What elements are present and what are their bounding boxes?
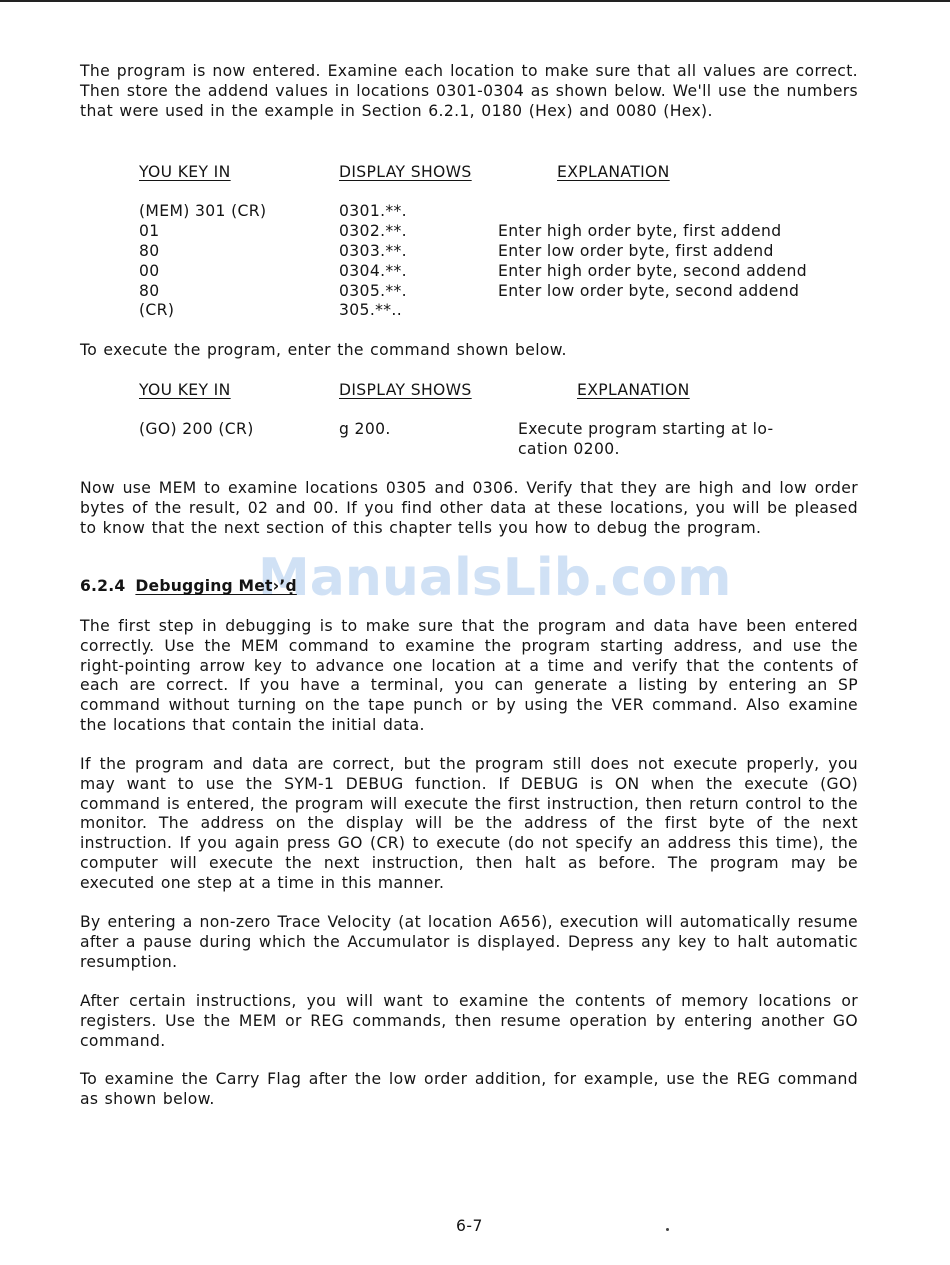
table-cell-explanation: Enter low order byte, second addend xyxy=(498,282,800,300)
paragraph-debug-function: If the program and data are correct, but the program still does not execute properly, you may want to use the SYM-1 DEBUG function. If DEBUG is ON when the execute (GO) command is entered, the program will execute the first instruction, then return control to the monitor. The address on the display will be the address of the first byte of the next instruction. If you again press GO (CR) to execute (do not specify an address this time), the computer will execute the next instruction, then halt as before. The program may be executed one step at a time in this manner. xyxy=(80,755,858,892)
section-number: 6.2.4 xyxy=(80,577,126,595)
paragraph-examine-registers: After certain instructions, you will want to examine the contents of memory locations or registers. Use the MEM or REG commands, then resume operation by entering another GO command. xyxy=(80,992,858,1050)
section-title: Debugging Met›ʼḍ xyxy=(135,577,297,595)
table-cell-explanation-line2: cation 0200. xyxy=(518,440,620,458)
table-cell-key: (CR) xyxy=(139,301,175,319)
paragraph-execute: To execute the program, enter the command shown below. xyxy=(80,341,567,359)
table-cell-key: 01 xyxy=(139,222,160,240)
table-cell-display: 0304.**. xyxy=(339,262,407,280)
header-you-key-in: YOU KEY IN xyxy=(139,163,231,181)
header-you-key-in: YOU KEY IN xyxy=(139,381,231,399)
header-display-shows: DISPLAY SHOWS xyxy=(339,381,472,399)
table-cell-key: 80 xyxy=(139,242,160,260)
table-cell-key: (GO) 200 (CR) xyxy=(139,420,254,438)
header-explanation: EXPLANATION xyxy=(557,163,670,181)
table-cell-explanation-line1: Execute program starting at lo- xyxy=(518,420,774,438)
section-heading xyxy=(80,577,297,595)
paragraph-verify: Now use MEM to examine locations 0305 and 0306. Verify that they are high and low order bytes of the result, 02 and 00. If you find other data at these locations, you will be pleased to know that the next section of this chapter tells you how to debug the program. xyxy=(80,479,858,537)
watermark-logo: ManualsLib.com xyxy=(258,548,732,608)
table-cell-explanation: Enter high order byte, first addend xyxy=(498,222,782,240)
table-cell-display: 305.**.. xyxy=(339,301,403,319)
table-cell-key: (MEM) 301 (CR) xyxy=(139,202,267,220)
table-cell-display: 0305.**. xyxy=(339,282,407,300)
table-cell-key: 80 xyxy=(139,282,160,300)
paragraph-trace-velocity: By entering a non-zero Trace Velocity (at location A656), execution will automatically resume after a pause during which the Accumulator is displayed. Depress any key to halt automatic resumption. xyxy=(80,913,858,971)
top-rule xyxy=(0,0,950,2)
table-cell-key: 00 xyxy=(139,262,160,280)
table-cell-display: 0301.**. xyxy=(339,202,407,220)
scan-speck xyxy=(666,1228,669,1231)
header-display-shows: DISPLAY SHOWS xyxy=(339,163,472,181)
paragraph-debug-first-step: The first step in debugging is to make sure that the program and data have been entered correctly. Use the MEM command to examine the program starting address, and use the right-pointing arrow key to advance one location at a time and verify that the contents of each are correct. If you have a terminal, you can generate a listing by entering an SP command without turning on the tape punch or by using the VER command. Also examine the locations that contain the initial data. xyxy=(80,617,858,734)
table-cell-display: 0303.**. xyxy=(339,242,407,260)
table-cell-explanation: Enter high order byte, second addend xyxy=(498,262,807,280)
table-cell-display: g 200. xyxy=(339,420,391,438)
header-explanation: EXPLANATION xyxy=(577,381,690,399)
paragraph-intro: The program is now entered. Examine each location to make sure that all values are correct. Then store the addend values in locations 0301-0304 as shown below. We'll use the numbers that were used in the example in Section 6.2.1, 0180 (Hex) and 0080 (Hex). xyxy=(80,62,858,120)
page-number: 6-7 xyxy=(456,1217,483,1235)
table-cell-display: 0302.**. xyxy=(339,222,407,240)
table-cell-explanation: Enter low order byte, first addend xyxy=(498,242,774,260)
paragraph-carry-flag: To examine the Carry Flag after the low order addition, for example, use the REG command as shown below. xyxy=(80,1070,858,1108)
